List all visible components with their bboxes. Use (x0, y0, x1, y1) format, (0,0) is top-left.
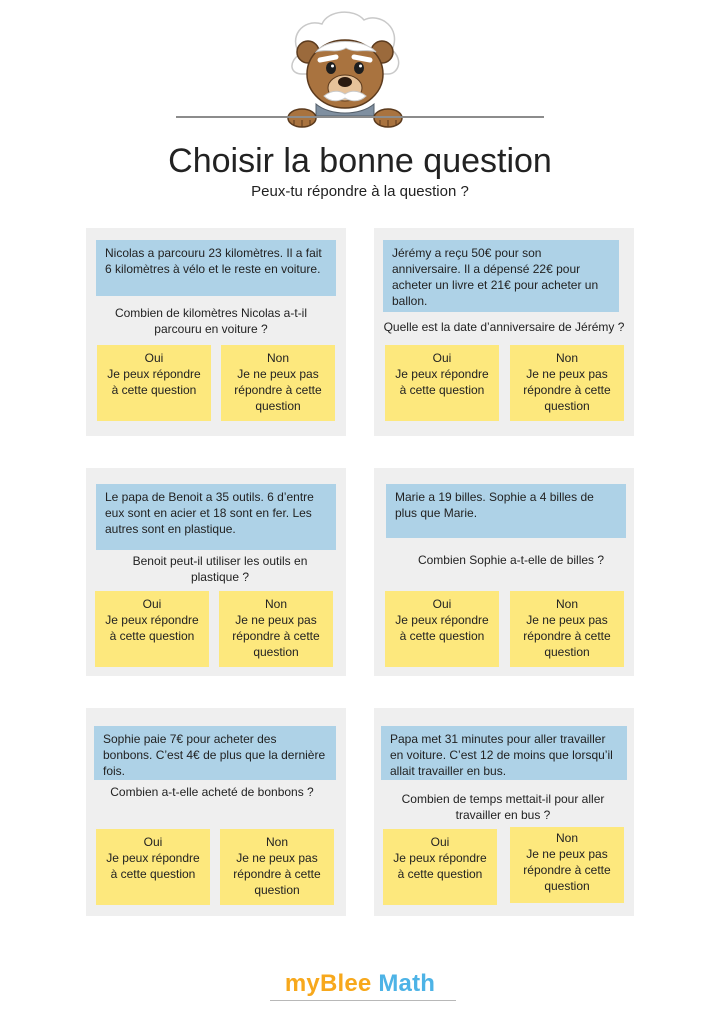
answer-no-line: Je ne peux pas (236, 851, 318, 865)
answer-no-line: Je ne peux pas (526, 613, 608, 627)
answer-no-line: répondre à cette (523, 629, 611, 643)
answer-yes-title: Oui (432, 597, 452, 611)
answer-yes-5[interactable] (96, 829, 210, 905)
answer-yes-line: à cette question (110, 867, 196, 881)
answer-no-line: question (253, 645, 299, 659)
question-2: Quelle est la date d’anniversaire de Jérémy ? (383, 320, 625, 334)
question-4: Combien Sophie a-t-elle de billes ? (417, 553, 605, 567)
answer-no-line: Je ne peux pas (237, 367, 319, 381)
answer-no-line: répondre à cette (234, 383, 322, 397)
answer-no-6[interactable] (510, 827, 624, 903)
answer-yes-line: à cette question (399, 383, 485, 397)
question-1: Combien de kilomètres Nicolas a-t-il parcouru en voiture ? (114, 306, 308, 336)
problem-statement-3: Le papa de Benoit a 35 outils. 6 d’entre eux sont en acier et 18 sont en fer. Les autres sont en plastique. (96, 484, 336, 550)
logo-part: Blee (319, 970, 372, 997)
footer-divider (270, 1000, 456, 1001)
header-divider (176, 116, 544, 118)
answer-no-title: Non (266, 351, 289, 365)
problem-statement-6: Papa met 31 minutes pour aller travailler en voiture. C’est 12 de moins que lorsqu’il allait travailler en bus. (381, 726, 627, 780)
page-subtitle: Peux-tu répondre à la question ? (251, 183, 469, 200)
answer-yes-line: à cette question (397, 867, 483, 881)
question-3: Benoit peut-il utiliser les outils en plastique ? (132, 554, 308, 584)
mascot-bear-illustration (280, 8, 410, 132)
answer-no-line: Je ne peux pas (526, 847, 608, 861)
answer-no-title: Non (555, 351, 578, 365)
answer-yes-4[interactable] (385, 591, 499, 667)
answer-yes-line: à cette question (109, 629, 195, 643)
answer-no-line: question (544, 645, 590, 659)
answer-yes-3[interactable] (95, 591, 209, 667)
answer-yes-title: Oui (142, 597, 162, 611)
answer-no-line: répondre à cette (523, 863, 611, 877)
answer-no-4[interactable] (510, 591, 624, 667)
logo-part: my (284, 970, 320, 997)
answer-no-line: Je ne peux pas (235, 613, 317, 627)
answer-no-2[interactable] (510, 345, 624, 421)
answer-no-line: répondre à cette (233, 867, 321, 881)
answer-yes-6[interactable] (383, 829, 497, 905)
answer-no-title: Non (265, 835, 288, 849)
answer-yes-title: Oui (144, 351, 164, 365)
answer-no-line: Je ne peux pas (526, 367, 608, 381)
answer-no-1[interactable] (221, 345, 335, 421)
answer-yes-line: Je peux répondre (395, 613, 489, 627)
answer-yes-title: Oui (430, 835, 450, 849)
answer-no-5[interactable] (220, 829, 334, 905)
answer-no-title: Non (555, 831, 578, 845)
answer-no-line: répondre à cette (232, 629, 320, 643)
answer-yes-title: Oui (143, 835, 163, 849)
answer-no-line: question (254, 883, 300, 897)
answer-yes-2[interactable] (385, 345, 499, 421)
answer-no-line: question (544, 879, 590, 893)
answer-no-line: question (544, 399, 590, 413)
answer-no-title: Non (264, 597, 287, 611)
answer-no-line: question (255, 399, 301, 413)
question-5: Combien a-t-elle acheté de bonbons ? (110, 785, 314, 799)
question-6: Combien de temps mettait-il pour aller travailler en bus ? (401, 792, 605, 822)
page-title: Choisir la bonne question (168, 142, 552, 180)
problem-statement-2: Jérémy a reçu 50€ pour son anniversaire. Il a dépensé 22€ pour acheter un livre et 21€ pour acheter un ballon. (383, 240, 619, 312)
answer-yes-line: Je peux répondre (105, 613, 199, 627)
answer-yes-line: Je peux répondre (393, 851, 487, 865)
answer-yes-line: Je peux répondre (107, 367, 201, 381)
problem-statement-4: Marie a 19 billes. Sophie a 4 billes de plus que Marie. (386, 484, 626, 538)
answer-yes-1[interactable] (97, 345, 211, 421)
answer-no-3[interactable] (219, 591, 333, 667)
answer-no-line: répondre à cette (523, 383, 611, 397)
answer-yes-line: à cette question (399, 629, 485, 643)
logo-part: Math (378, 970, 436, 997)
answer-yes-line: à cette question (111, 383, 197, 397)
answer-yes-title: Oui (432, 351, 452, 365)
problem-statement-5: Sophie paie 7€ pour acheter des bonbons. C’est 4€ de plus que la dernière fois. (94, 726, 336, 780)
problem-statement-1: Nicolas a parcouru 23 kilomètres. Il a fait 6 kilomètres à vélo et le reste en voiture. (96, 240, 336, 296)
myblee-math-logo (0, 970, 720, 998)
answer-yes-line: Je peux répondre (395, 367, 489, 381)
answer-yes-line: Je peux répondre (106, 851, 200, 865)
answer-no-title: Non (555, 597, 578, 611)
